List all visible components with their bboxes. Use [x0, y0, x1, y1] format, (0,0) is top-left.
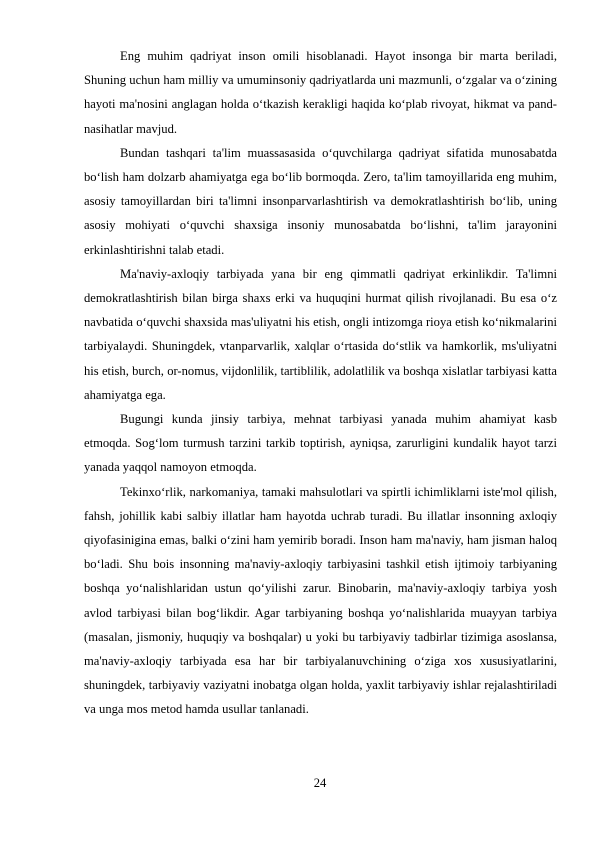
paragraph-4: Bugungi kunda jinsiy tarbiya, mehnat tarbiyasi yanada muhim ahamiyat kasb etmoqda. Sog‘lom turmush tarzini tarkib toptirish, ayniqsa, zarurligini kundalik hayot tarzi yanada yaqqol namoyon etmoqda. — [84, 412, 557, 475]
paragraph-2: Bundan tashqari ta'lim muassasasida o‘quvchilarga qadriyat sifatida munosabatda bo‘lish ham dolzarb ahamiyatga ega bo‘lib bormoqda. Zero, ta'lim tamoyillarida eng muhim, asosiy tamoyillardan biri ta'limni insonparvarlashtirish va demokratlashtirish bo‘lib, uning asosiy mohiyati o‘quvchi shaxsiga insoniy munosabatda bo‘lishni, ta'lim jarayonini erkinlashtirishni talab etadi. — [84, 145, 557, 257]
page-number: 24 — [313, 776, 327, 790]
paragraph-3: Ma'naviy-axloqiy tarbiyada yana bir eng qimmatli qadriyat erkinlikdir. Ta'limni demokratlashtirish bilan birga shaxs erki va huquqini hurmat qilish rivojlanadi. Bu esa o‘z navbatida o‘quvchi shaxsida mas'uliyatni his etish, ongli intizomga rioya etish ko‘nikmalarini tarbiyalaydi. Shuningdek, vtanparvarlik, xalqlar o‘rtasida do‘stlik va hamkorlik, ms'uliyatni his etish, burch, or-nomus, vijdonlilik, tartiblilik, adolatlilik va boshqa xislatlar tarbiyasi katta ahamiyatga ega. — [84, 266, 557, 402]
paragraph-1: Eng muhim qadriyat inson omili hisoblanadi. Hayot insonga bir marta beriladi, Shuning uchun ham milliy va umuminsoniy qadriyatlarda uni mazmunli, o‘zgalar va o‘zining hayoti ma'nosini anglagan holda o‘tkazish kerakligi haqida ko‘plab rivoyat, hikmat va pand-nasihatlar mavjud. — [84, 49, 557, 136]
document-body — [84, 44, 557, 722]
paragraph-5: Tekinxo‘rlik, narkomaniya, tamaki mahsulotlari va spirtli ichimliklarni iste'mol qilish, fahsh, johillik kabi salbiy illatlar ham hayotda uchrab turadi. Bu illatlar insonning axloqiy qiyofasinigina emas, balki o‘zini ham yemirib boradi. Inson ham ma'naviy, ham jisman haloq bo‘ladi. Shu bois insonning ma'naviy-axloqiy tarbiyasini tashkil etish ijtimoiy tarbiyaning boshqa yo‘nalishlaridan ustun qo‘yilishi zarur. Binobarin, ma'naviy-axloqiy tarbiya yosh avlod tarbiyasi bilan bog‘likdir. Agar tarbiyaning boshqa yo‘nalishlarida muayyan tarbiya (masalan, jismoniy, huquqiy va boshqalar) u yoki bu tarbiyaviy tadbirlar tizimiga asoslansa, ma'naviy-axloqiy tarbiyada esa har bir tarbiyalanuvchining o‘ziga xos xususiyatlarini, shuningdek, tarbiyaviy vaziyatni inobatga olgan holda, yaxlit tarbiyaviy ishlar rejalashtiriladi va unga mos metod hamda usullar tanlanadi. — [84, 484, 557, 717]
